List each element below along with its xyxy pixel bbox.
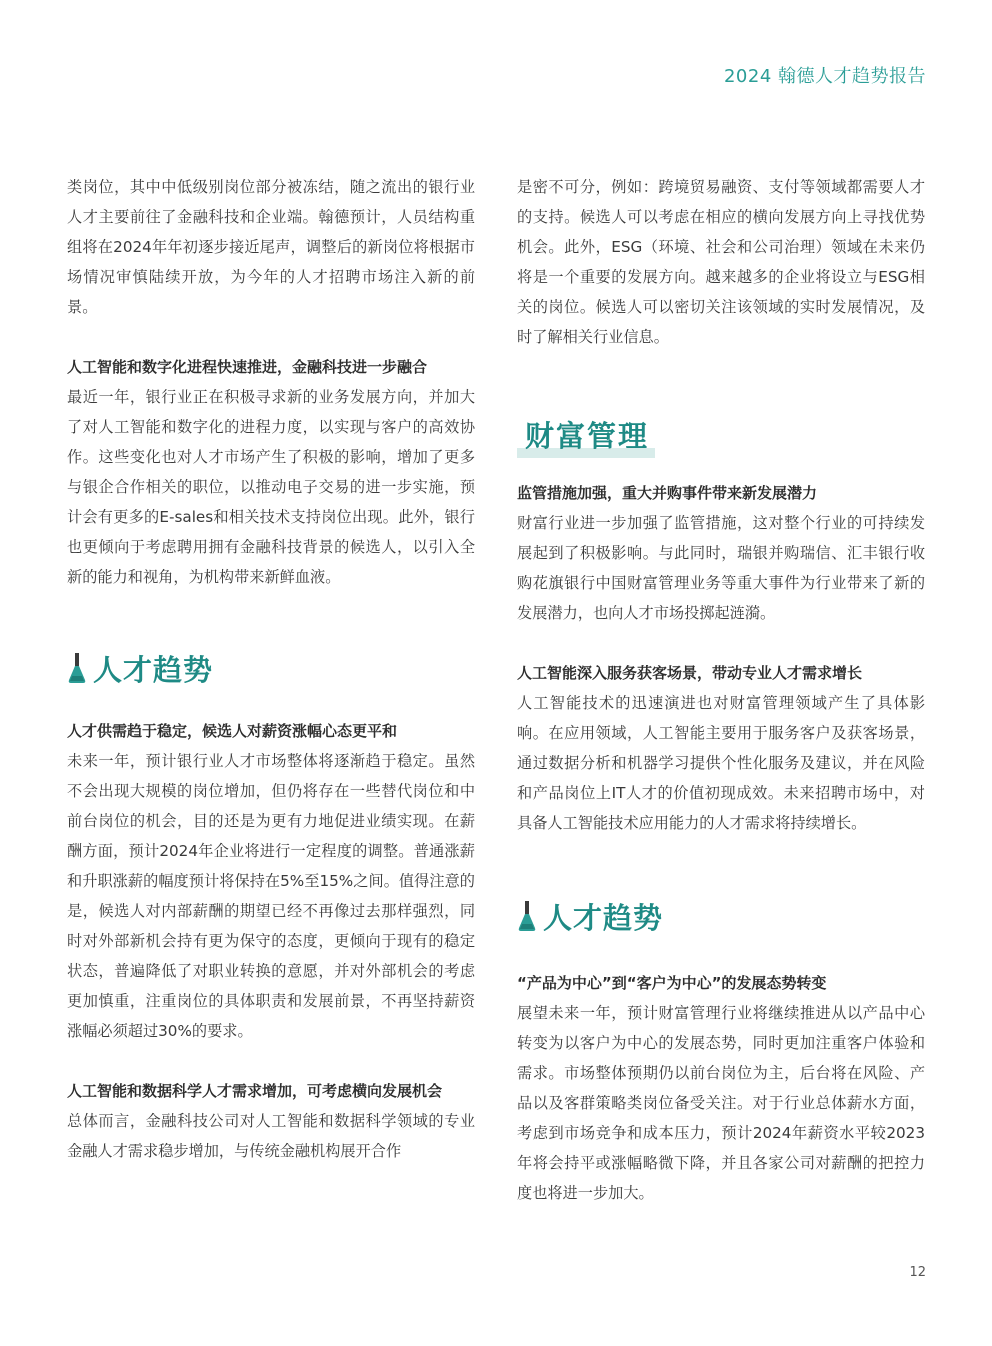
regulation-heading: 监管措施加强，重大并购事件带来新发展潜力 [517,484,818,502]
customer-centric-heading: “产品为中心”到“客户为中心”的发展态势转变 [517,974,827,992]
talent-trend-heading [67,640,475,696]
ai-service-heading: 人工智能深入服务获客场景，带动专业人才需求增长 [517,664,863,682]
ai-digital-heading: 人工智能和数字化进程快速推进，金融科技进一步融合 [67,358,428,376]
ai-digital-paragraph: 最近一年，银行业正在积极寻求新的业务发展方向，并加大了对人工智能和数字化的进程力度，以实现与客户的高效协作。这些变化也对人才市场产生了积极的影响，增加了更多与银企合作相关的职位，以推动电子交易的进一步实施，预计会有更多的E-sales和相关技术支持岗位出现。此外，银行也更倾向于考虑聘用拥有金融科技背景的候选人，以引入全新的能力和视角，为机构带来新鲜血液。 [67,388,475,586]
talent-trend-title-2: 人才趋势 [543,900,664,935]
intro-paragraph: 类岗位，其中中低级别岗位部分被冻结，随之流出的银行业人才主要前往了金融科技和企业端。翰德预计，人员结构重组将在2024年年初逐步接近尾声，调整后的新岗位将根据市场情况审慎陆续开放，为今年的人才招聘市场注入新的前景。 [67,178,475,316]
talent-trend-title: 人才趋势 [93,652,214,687]
right-column [517,172,925,1208]
page-number: 12 [909,1265,926,1280]
data-science-paragraph: 总体而言，金融科技公司对人工智能和数据科学领域的专业金融人才需求稳步增加，与传统金融机构展开合作 [67,1112,475,1160]
flask-icon [517,900,537,932]
wealth-management-heading [517,408,655,464]
ai-service-paragraph: 人工智能技术的迅速演进也对财富管理领域产生了具体影响。在应用领域，人工智能主要用于服务客户及获客场景，通过数据分析和机器学习提供个性化服务及建议，并在风险和产品岗位上IT人才的价值初现成效。未来招聘市场中，对具备人工智能技术应用能力的人才需求将持续增长。 [517,694,925,832]
regulation-paragraph: 财富行业进一步加强了监管措施，这对整个行业的可持续发展起到了积极影响。与此同时，瑞银并购瑞信、汇丰银行收购花旗银行中国财富管理业务等重大事件为行业带来了新的发展潜力，也向人才市场投掷起涟漪。 [517,514,925,622]
continued-paragraph: 是密不可分，例如：跨境贸易融资、支付等领域都需要人才的支持。候选人可以考虑在相应的横向发展方向上寻找优势机会。此外，ESG（环境、社会和公司治理）领域在未来仍将是一个重要的发展方向。越来越多的企业将设立与ESG相关的岗位。候选人可以密切关注该领域的实时发展情况，及时了解相关行业信息。 [517,178,925,346]
flask-icon [67,652,87,684]
customer-centric-paragraph: 展望未来一年，预计财富管理行业将继续推进从以产品中心转变为以客户为中心的发展态势，同时更加注重客户体验和需求。市场整体预期仍以前台岗位为主，后台将在风险、产品以及客群策略类岗位备受关注。对于行业总体薪水方面，考虑到市场竞争和成本压力，预计2024年薪资水平较2023年将会持平或涨幅略微下降，并且各家公司对薪酬的把控力度也将进一步加大。 [517,1004,925,1202]
supply-demand-heading: 人才供需趋于稳定，候选人对薪资涨幅心态更平和 [67,722,398,740]
report-title: 2024 翰德人才趋势报告 [723,66,926,87]
talent-trend-heading-2 [517,888,925,944]
wealth-management-title: 财富管理 [525,419,650,453]
left-column [67,172,475,1166]
supply-demand-paragraph: 未来一年，预计银行业人才市场整体将逐渐趋于稳定。虽然不会出现大规模的岗位增加，但仍将存在一些替代岗位和中前台岗位的机会，目的还是为更有力地促进业绩实现。在薪酬方面，预计2024年企业将进行一定程度的调整。普通涨薪和升职涨薪的幅度预计将保持在5%至15%之间。值得注意的是，候选人对内部薪酬的期望已经不再像过去那样强烈，同时对外部新机会持有更为保守的态度，更倾向于现有的稳定状态，普遍降低了对职业转换的意愿，并对外部机会的考虑更加慎重，注重岗位的具体职责和发展前景，不再坚持薪资涨幅必须超过30%的要求。 [67,752,475,1040]
data-science-heading: 人工智能和数据科学人才需求增加，可考虑横向发展机会 [67,1082,443,1100]
